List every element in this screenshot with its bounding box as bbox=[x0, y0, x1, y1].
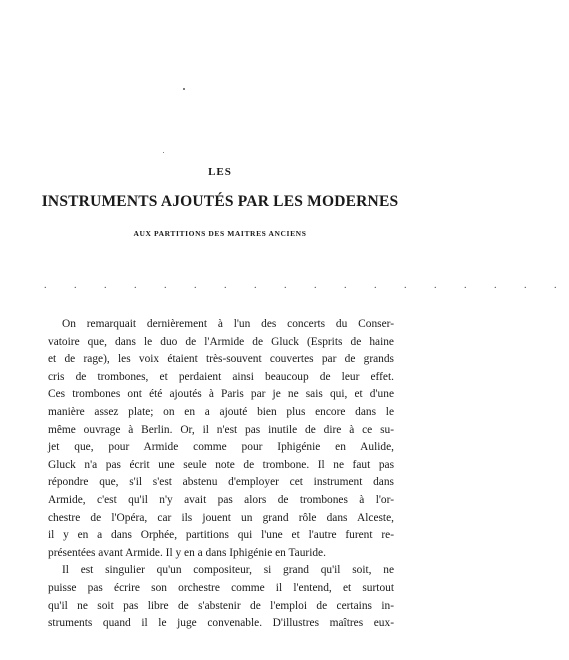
text-line: Armide, c'est qu'il n'y avait pas alors de trombones à l'or- bbox=[48, 493, 394, 506]
text-line: chestre de l'Opéra, car ils jouent un grand rôle dans Alceste, bbox=[48, 511, 394, 524]
text-line: et de rage), les voix étaient très-souvent couvertes par de grands bbox=[48, 353, 394, 366]
ink-speck bbox=[163, 152, 164, 153]
text-line: Gluck n'a pas écrit une seule note de trombone. Il ne faut pas bbox=[48, 458, 394, 471]
text-line: Il est singulier qu'un compositeur, si grand qu'il soit, ne bbox=[62, 564, 394, 577]
chapter-subtitle: AUX PARTITIONS DES MAITRES ANCIENS bbox=[133, 229, 307, 238]
text-line: Ces trombones ont été ajoutés à Paris par je ne sais qui, et d'une bbox=[48, 388, 394, 401]
text-line: manière assez plate; on en a ajouté bien plus encore dans le bbox=[48, 405, 394, 418]
dotted-separator: . . . . . . . . . . . . . . . . . . bbox=[44, 280, 569, 291]
heading-les: LES bbox=[208, 166, 232, 178]
chapter-title: INSTRUMENTS AJOUTÉS PAR LES MODERNES bbox=[41, 193, 399, 210]
text-line: qu'il ne soit pas libre de s'abstenir de l'emploi de certains in- bbox=[48, 599, 394, 612]
text-line: vatoire que, dans le duo de l'Armide de Gluck (Esprits de haine bbox=[48, 335, 394, 348]
text-line: cris de trombones, et perdaient ainsi beaucoup de leur effet. bbox=[48, 370, 394, 383]
text-line: présentées avant Armide. Il y en a dans Iphigénie en Tauride. bbox=[48, 546, 326, 559]
text-line: il y en a dans Orphée, partitions qui l'une et l'autre furent re- bbox=[48, 529, 394, 542]
text-line: puisse pas écrire son orchestre comme il l'entend, et surtout bbox=[48, 581, 394, 594]
body-text bbox=[48, 316, 394, 633]
text-line: même ouvrage à Berlin. Or, il n'est pas inutile de dire à ce su- bbox=[48, 423, 394, 436]
text-line: jet que, pour Armide comme pour Iphigénie en Aulide, bbox=[48, 441, 394, 454]
text-line: On remarquait dernièrement à l'un des concerts du Conser- bbox=[62, 318, 394, 330]
text-line: répondre que, s'il s'est abstenu d'employer cet instrument dans bbox=[48, 476, 394, 489]
ink-speck bbox=[183, 88, 185, 90]
text-line: struments quand il le juge convenable. D'illustres maîtres eux- bbox=[48, 617, 394, 630]
